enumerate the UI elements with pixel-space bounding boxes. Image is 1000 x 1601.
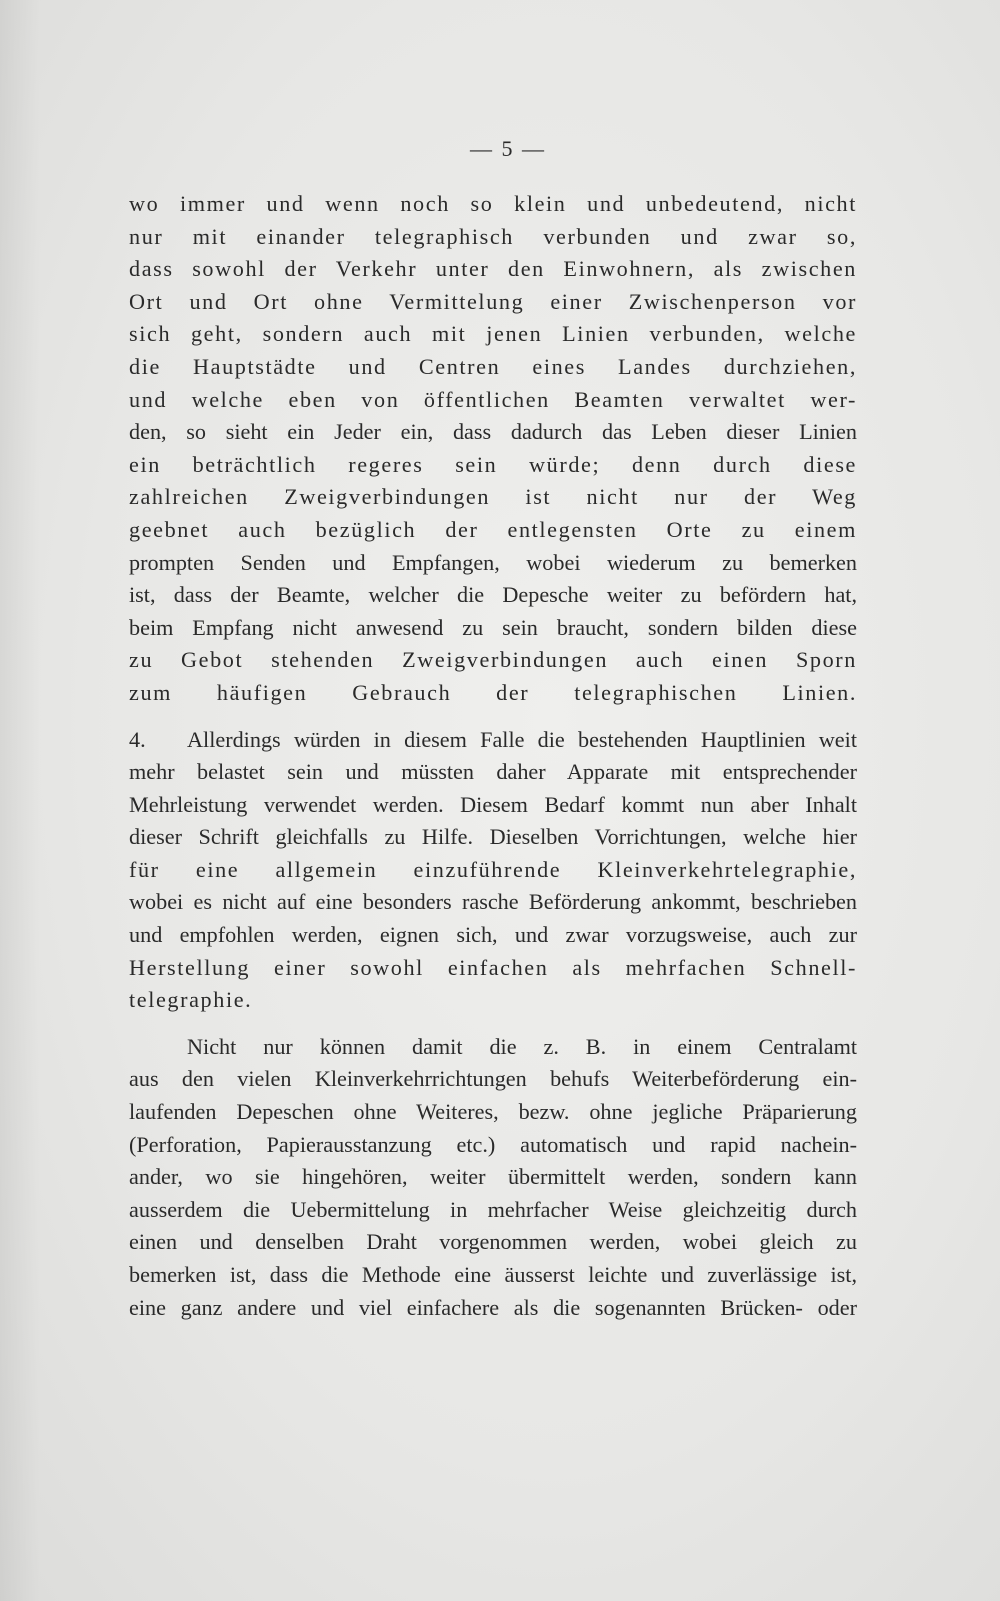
text-line: Ort und Ort ohne Vermittelung einer Zwischenperson vor (129, 288, 857, 314)
text-line: für eine allgemein einzuführende Kleinverkehrtelegraphie, (129, 856, 857, 882)
text-line: dieser Schrift gleichfalls zu Hilfe. Dieselben Vorrichtungen, welche hier (129, 824, 857, 850)
body-text (129, 188, 857, 1324)
text-line: geebnet auch bezüglich der entlegensten Orte zu einem (129, 516, 857, 542)
text-line: laufenden Depeschen ohne Weiteres, bezw. ohne jegliche Präparierung (129, 1099, 857, 1125)
text-line: die Hauptstädte und Centren eines Landes durchziehen, (129, 353, 857, 379)
text-line: sich geht, sondern auch mit jenen Linien verbunden, welche (129, 321, 857, 347)
text-line: ein beträchtlich regeres sein würde; denn durch diese (129, 451, 857, 477)
text-line: Herstellung einer sowohl einfachen als mehrfachen Schnell- (129, 954, 857, 980)
numbered-paragraph (129, 724, 857, 1017)
text-line: den, so sieht ein Jeder ein, dass dadurch das Leben dieser Linien (129, 419, 857, 445)
text-line: beim Empfang nicht anwesend zu sein braucht, sondern bilden diese (129, 614, 857, 640)
text-line: zu Gebot stehenden Zweigverbindungen auch einen Sporn (129, 647, 857, 673)
text-line: und welche eben von öffentlichen Beamten verwaltet wer- (129, 386, 857, 412)
text-line: dass sowohl der Verkehr unter den Einwohnern, als zwischen (129, 256, 857, 282)
text-line: und empfohlen werden, eignen sich, und zwar vorzugsweise, auch zur (129, 922, 857, 948)
paragraph-number: 4. (129, 726, 146, 752)
page-number: — 5 — (470, 136, 546, 161)
text-line: nur mit einander telegraphisch verbunden und zwar so, (129, 223, 857, 249)
text-line: (Perforation, Papierausstanzung etc.) automatisch und rapid nachein- (129, 1131, 857, 1157)
text-line: bemerken ist, dass die Methode eine äusserst leichte und zuverlässige ist, (129, 1262, 857, 1287)
text-line: ander, wo sie hingehören, weiter übermittelt werden, sondern kann (129, 1164, 857, 1190)
text-line: wobei es nicht auf eine besonders rasche Beförderung ankommt, beschrieben (129, 889, 857, 915)
text-line: Nicht nur können damit die z. B. in einem Centralamt (187, 1033, 857, 1059)
text-line: Mehrleistung verwendet werden. Diesem Bedarf kommt nun aber Inhalt (129, 791, 857, 817)
text-line: wo immer und wenn noch so klein und unbedeutend, nicht (129, 191, 857, 216)
text-line: telegraphie. (129, 987, 253, 1013)
text-line: ist, dass der Beamte, welcher die Depesche weiter zu befördern hat, (129, 582, 857, 608)
text-line: mehr belastet sein und müssten daher Apparate mit entsprechender (129, 759, 857, 785)
page-edge-shadow (0, 0, 40, 1601)
text-line (129, 724, 857, 757)
text-line-content: Allerdings würden in diesem Falle die bestehenden Hauptlinien weit (187, 726, 857, 752)
text-line: aus den vielen Kleinverkehrrichtungen behufs Weiterbeförderung ein- (129, 1066, 857, 1092)
text-line: eine ganz andere und viel einfachere als die sogenannten Brücken- oder (129, 1294, 857, 1320)
text-line: zum häufigen Gebrauch der telegraphischen Linien. (129, 679, 857, 705)
text-line: zahlreichen Zweigverbindungen ist nicht nur der Weg (129, 484, 857, 510)
text-line: prompten Senden und Empfangen, wobei wiederum zu bemerken (129, 549, 857, 575)
paragraph-continuation (129, 188, 857, 710)
text-line: einen und denselben Draht vorgenommen werden, wobei gleich zu (129, 1229, 857, 1255)
paragraph (129, 1031, 857, 1324)
text-line: ausserdem die Uebermittelung in mehrfacher Weise gleichzeitig durch (129, 1196, 857, 1222)
